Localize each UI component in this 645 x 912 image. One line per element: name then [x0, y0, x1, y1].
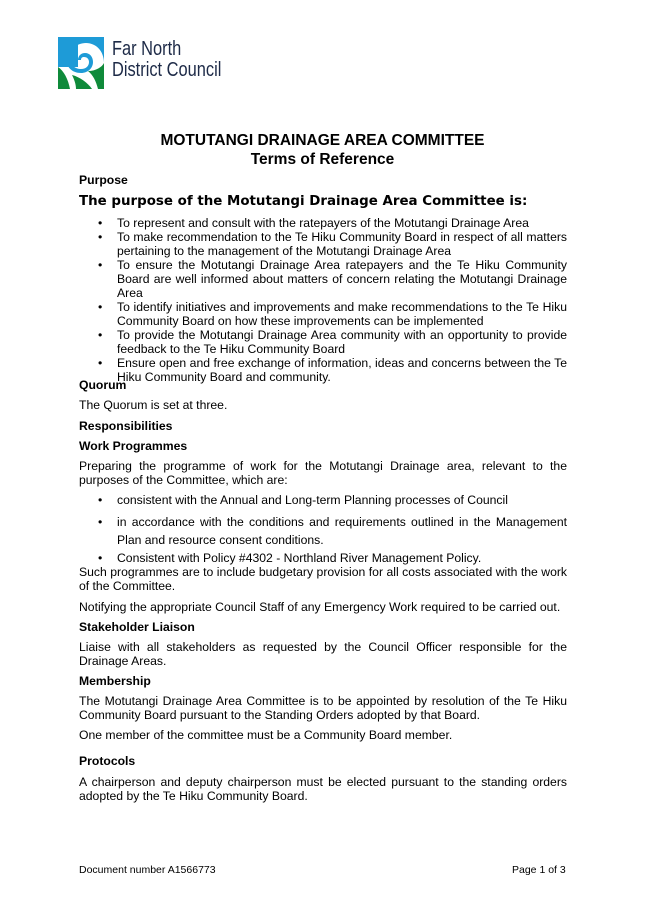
- work-programmes-heading: Work Programmes: [79, 439, 188, 453]
- emergency-text: Notifying the appropriate Council Staff of any Emergency Work required to be carried out.: [79, 600, 561, 614]
- list-item: • To represent and consult with the ratepayers of the Motutangi Drainage Area: [79, 216, 567, 230]
- document-number: Document number A1566773: [79, 864, 216, 876]
- list-item: • To identify initiatives and improvements and make recommendations to the Te Hiku Community Board on how these improvements can be implemented: [79, 300, 567, 328]
- purpose-intro: The purpose of the Motutangi Drainage Area Committee is:: [79, 194, 528, 209]
- document-subtitle: Terms of Reference: [250, 151, 395, 168]
- list-item: • consistent with the Annual and Long-term Planning processes of Council: [79, 493, 567, 507]
- work-programmes-list: [79, 493, 567, 565]
- list-item: • Consistent with Policy #4302 - Northland River Management Policy.: [79, 551, 567, 565]
- list-item: • To provide the Motutangi Drainage Area community with an opportunity to provide feedback to the Te Hiku Community Board: [79, 328, 567, 356]
- list-item: • in accordance with the conditions and requirements outlined in the Management Plan and resource consent conditions.: [79, 513, 567, 549]
- koru-logo-icon: [58, 37, 104, 89]
- list-item: • To make recommendation to the Te Hiku Community Board in respect of all matters pertaining to the management of the Motutangi Drainage Area: [79, 230, 567, 258]
- budget-text: Such programmes are to include budgetary provision for all costs associated with the work of the Committee.: [79, 565, 567, 593]
- protocols-text: A chairperson and deputy chairperson must be elected pursuant to the standing orders adopted by the Te Hiku Community Board.: [79, 775, 567, 803]
- stakeholder-heading: Stakeholder Liaison: [79, 620, 195, 634]
- purpose-list: [79, 216, 567, 384]
- list-item: • Ensure open and free exchange of information, ideas and concerns between the Te Hiku Community Board and community.: [79, 356, 567, 384]
- responsibilities-heading: Responsibilities: [79, 419, 173, 433]
- purpose-heading: Purpose: [79, 173, 128, 187]
- council-name-line1: Far North: [112, 38, 182, 60]
- membership-text: The Motutangi Drainage Area Committee is to be appointed by resolution of the Te Hiku Community Board pursuant to the Standing Orders adopted by that Board.: [79, 694, 567, 722]
- quorum-heading: Quorum: [79, 378, 127, 392]
- list-item: • To ensure the Motutangi Drainage Area ratepayers and the Te Hiku Community Board are well informed about matters of concern relating the Motutangi Drainage Area: [79, 258, 567, 300]
- council-name: [112, 39, 221, 81]
- membership-cb-text: One member of the committee must be a Community Board member.: [79, 728, 453, 742]
- council-name-line2: District Council: [112, 59, 222, 81]
- quorum-text: The Quorum is set at three.: [79, 398, 228, 412]
- council-logo: [58, 37, 258, 91]
- document-title: MOTUTANGI DRAINAGE AREA COMMITTEE: [160, 132, 485, 149]
- work-programmes-intro: Preparing the programme of work for the Motutangi Drainage area, relevant to the purposes of the Committee, which are:: [79, 459, 567, 487]
- membership-heading: Membership: [79, 674, 151, 688]
- page-number: Page 1 of 3: [512, 864, 566, 876]
- protocols-heading: Protocols: [79, 754, 136, 768]
- stakeholder-text: Liaise with all stakeholders as requested by the Council Officer responsible for the Drainage Areas.: [79, 640, 567, 668]
